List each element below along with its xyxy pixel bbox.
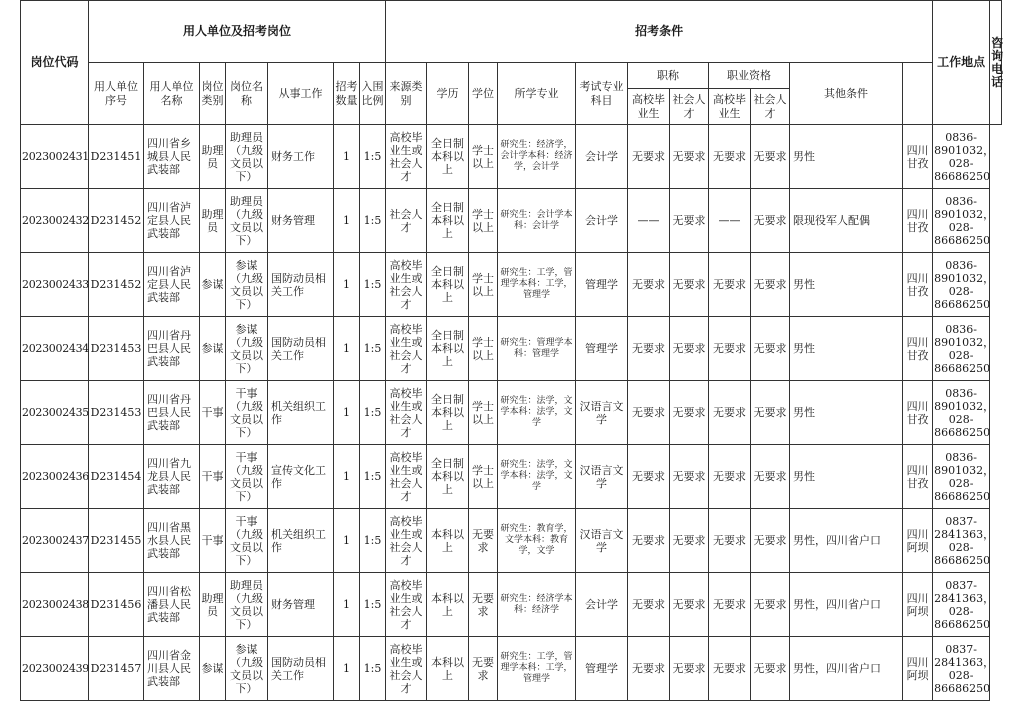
table-row (21, 253, 1002, 317)
unit-name-cell: 四川省松潘县人民武装部 (144, 573, 200, 637)
education-cell: 全日制本科以上 (427, 445, 469, 509)
degree-cell: 学士以上 (469, 253, 498, 317)
qual-social-cell: 无要求 (751, 125, 790, 189)
source-cell: 社会人才 (386, 189, 427, 253)
quota-cell: 1 (334, 573, 360, 637)
other-condition-cell: 男性 (790, 381, 903, 445)
unit-seq-cell: D231452 (89, 189, 144, 253)
unit-name-cell: 四川省金川县人民武装部 (144, 637, 200, 701)
degree-cell: 学士以上 (469, 189, 498, 253)
table-row (21, 125, 1002, 189)
education-cell: 全日制本科以上 (427, 125, 469, 189)
code-cell: 2023002437 (21, 509, 89, 573)
code-cell: 2023002432 (21, 189, 89, 253)
exam-subject-cell: 管理学 (576, 637, 628, 701)
title-graduate-cell: 无要求 (628, 637, 670, 701)
other-condition-cell: 男性 (790, 253, 903, 317)
recruitment-table (20, 0, 1002, 701)
title-graduate-cell: 无要求 (628, 125, 670, 189)
work-cell: 机关组织工作 (268, 381, 334, 445)
exam-subject-cell: 汉语言文学 (576, 445, 628, 509)
code-cell: 2023002431 (21, 125, 89, 189)
ratio-cell: 1:5 (360, 573, 386, 637)
qual-graduate-cell: 无要求 (709, 637, 751, 701)
exam-subject-cell: 会计学 (576, 125, 628, 189)
title-graduate-cell: 无要求 (628, 317, 670, 381)
location-cell: 四川阿坝 (903, 573, 933, 637)
unit-name-cell: 四川省丹巴县人民武装部 (144, 317, 200, 381)
title-graduate-cell: 无要求 (628, 509, 670, 573)
title-social-cell: 无要求 (670, 445, 709, 509)
degree-cell: 学士以上 (469, 317, 498, 381)
source-cell: 高校毕业生或社会人才 (386, 125, 427, 189)
major-cell: 研究生：法学，文学本科：法学，文学 (498, 381, 576, 445)
work-cell: 财务管理 (268, 573, 334, 637)
major-cell: 研究生：法学，文学本科：法学，文学 (498, 445, 576, 509)
position-name-cell: 干事（九级文员以下） (226, 509, 268, 573)
major-cell: 研究生：经济学，会计学本科：经济学，会计学 (498, 125, 576, 189)
unit-name-cell: 四川省黑水县人民武装部 (144, 509, 200, 573)
code-cell: 2023002433 (21, 253, 89, 317)
other-condition-cell: 男性，四川省户口 (790, 573, 903, 637)
position-name-cell: 干事（九级文员以下） (226, 381, 268, 445)
header-code: 岗位代码 (21, 1, 89, 125)
major-cell: 研究生：工学，管理学本科：工学，管理学 (498, 637, 576, 701)
major-cell: 研究生：管理学本科：管理学 (498, 317, 576, 381)
unit-name-cell: 四川省泸定县人民武装部 (144, 253, 200, 317)
quota-cell: 1 (334, 509, 360, 573)
exam-subject-cell: 管理学 (576, 317, 628, 381)
exam-subject-cell: 管理学 (576, 253, 628, 317)
other-condition-cell: 限现役军人配偶 (790, 189, 903, 253)
source-cell: 高校毕业生或社会人才 (386, 381, 427, 445)
qual-social-cell: 无要求 (751, 381, 790, 445)
table-row (21, 189, 1002, 253)
title-graduate-cell: 无要求 (628, 573, 670, 637)
exam-subject-cell: 汉语言文学 (576, 509, 628, 573)
ratio-cell: 1:5 (360, 253, 386, 317)
header-position-name: 岗位名称 (226, 63, 268, 125)
unit-seq-cell: D231457 (89, 637, 144, 701)
code-cell: 2023002439 (21, 637, 89, 701)
location-cell: 四川甘孜 (903, 125, 933, 189)
header-phone: 咨询电话 (990, 1, 1002, 125)
source-cell: 高校毕业生或社会人才 (386, 317, 427, 381)
quota-cell: 1 (334, 253, 360, 317)
location-cell: 四川甘孜 (903, 253, 933, 317)
table-row (21, 637, 1002, 701)
header-education: 学历 (427, 63, 469, 125)
major-cell: 研究生：教育学，文学本科：教育学，文学 (498, 509, 576, 573)
quota-cell: 1 (334, 189, 360, 253)
qual-social-cell: 无要求 (751, 317, 790, 381)
qual-social-cell: 无要求 (751, 573, 790, 637)
ratio-cell: 1:5 (360, 381, 386, 445)
position-name-cell: 参谋（九级文员以下） (226, 253, 268, 317)
education-cell: 全日制本科以上 (427, 381, 469, 445)
header-source: 来源类别 (386, 63, 427, 125)
header-quota: 招考数量 (334, 63, 360, 125)
table-body (21, 125, 1002, 701)
quota-cell: 1 (334, 317, 360, 381)
qual-graduate-cell: —— (709, 189, 751, 253)
title-social-cell: 无要求 (670, 125, 709, 189)
education-cell: 全日制本科以上 (427, 253, 469, 317)
qual-social-cell: 无要求 (751, 253, 790, 317)
qual-social-cell: 无要求 (751, 189, 790, 253)
header-unit-seq: 用人单位序号 (89, 63, 144, 125)
title-social-cell: 无要求 (670, 189, 709, 253)
exam-subject-cell: 汉语言文学 (576, 381, 628, 445)
education-cell: 全日制本科以上 (427, 317, 469, 381)
qual-graduate-cell: 无要求 (709, 573, 751, 637)
phone-cell: 0836-8901032，028-86686250 (933, 189, 990, 253)
header-condition-group: 招考条件 (386, 1, 933, 63)
qual-social-cell: 无要求 (751, 445, 790, 509)
education-cell: 本科以上 (427, 637, 469, 701)
exam-subject-cell: 会计学 (576, 189, 628, 253)
location-cell: 四川甘孜 (903, 189, 933, 253)
position-name-cell: 干事（九级文员以下） (226, 445, 268, 509)
qual-graduate-cell: 无要求 (709, 317, 751, 381)
title-social-cell: 无要求 (670, 637, 709, 701)
work-cell: 财务管理 (268, 189, 334, 253)
unit-seq-cell: D231454 (89, 445, 144, 509)
position-type-cell: 参谋 (200, 637, 226, 701)
work-cell: 国防动员相关工作 (268, 253, 334, 317)
work-cell: 国防动员相关工作 (268, 637, 334, 701)
position-type-cell: 助理员 (200, 125, 226, 189)
header-title-social: 社会人才 (670, 89, 709, 125)
position-name-cell: 助理员（九级文员以下） (226, 125, 268, 189)
ratio-cell: 1:5 (360, 445, 386, 509)
table-header (21, 1, 1002, 125)
table-row (21, 445, 1002, 509)
degree-cell: 学士以上 (469, 445, 498, 509)
header-unit-group: 用人单位及招考岗位 (89, 1, 386, 63)
header-major: 所学专业 (498, 63, 576, 125)
source-cell: 高校毕业生或社会人才 (386, 509, 427, 573)
position-type-cell: 干事 (200, 509, 226, 573)
work-cell: 宣传文化工作 (268, 445, 334, 509)
code-cell: 2023002438 (21, 573, 89, 637)
ratio-cell: 1:5 (360, 125, 386, 189)
header-exam-subject: 考试专业科目 (576, 63, 628, 125)
degree-cell: 学士以上 (469, 125, 498, 189)
position-type-cell: 参谋 (200, 317, 226, 381)
work-cell: 财务工作 (268, 125, 334, 189)
unit-seq-cell: D231453 (89, 317, 144, 381)
position-name-cell: 参谋（九级文员以下） (226, 317, 268, 381)
exam-subject-cell: 会计学 (576, 573, 628, 637)
header-title-group: 职称 (628, 63, 709, 89)
title-social-cell: 无要求 (670, 253, 709, 317)
location-cell: 四川甘孜 (903, 381, 933, 445)
degree-cell: 学士以上 (469, 381, 498, 445)
location-cell: 四川阿坝 (903, 637, 933, 701)
degree-cell: 无要求 (469, 509, 498, 573)
phone-cell: 0837-2841363，028-86686250 (933, 573, 990, 637)
source-cell: 高校毕业生或社会人才 (386, 253, 427, 317)
other-condition-cell: 男性 (790, 445, 903, 509)
header-ratio: 入围比例 (360, 63, 386, 125)
position-name-cell: 助理员（九级文员以下） (226, 189, 268, 253)
title-graduate-cell: 无要求 (628, 381, 670, 445)
education-cell: 本科以上 (427, 573, 469, 637)
unit-seq-cell: D231453 (89, 381, 144, 445)
other-condition-cell: 男性，四川省户口 (790, 637, 903, 701)
code-cell: 2023002434 (21, 317, 89, 381)
position-type-cell: 干事 (200, 381, 226, 445)
table-row (21, 573, 1002, 637)
unit-name-cell: 四川省丹巴县人民武装部 (144, 381, 200, 445)
title-social-cell: 无要求 (670, 317, 709, 381)
ratio-cell: 1:5 (360, 189, 386, 253)
header-position-type: 岗位类别 (200, 63, 226, 125)
header-unit-name: 用人单位名称 (144, 63, 200, 125)
location-cell: 四川阿坝 (903, 509, 933, 573)
phone-cell: 0837-2841363，028-86686250 (933, 509, 990, 573)
phone-cell: 0836-8901032，028-86686250 (933, 445, 990, 509)
position-name-cell: 参谋（九级文员以下） (226, 637, 268, 701)
header-qual-graduate: 高校毕业生 (709, 89, 751, 125)
title-social-cell: 无要求 (670, 573, 709, 637)
header-work: 从事工作 (268, 63, 334, 125)
major-cell: 研究生：工学，管理学本科：工学，管理学 (498, 253, 576, 317)
ratio-cell: 1:5 (360, 509, 386, 573)
position-type-cell: 助理员 (200, 573, 226, 637)
location-cell: 四川甘孜 (903, 317, 933, 381)
source-cell: 高校毕业生或社会人才 (386, 445, 427, 509)
qual-graduate-cell: 无要求 (709, 509, 751, 573)
header-qualification-group: 职业资格 (709, 63, 790, 89)
code-cell: 2023002435 (21, 381, 89, 445)
other-condition-cell: 男性 (790, 317, 903, 381)
quota-cell: 1 (334, 637, 360, 701)
title-social-cell: 无要求 (670, 381, 709, 445)
table-row (21, 509, 1002, 573)
source-cell: 高校毕业生或社会人才 (386, 573, 427, 637)
title-social-cell: 无要求 (670, 509, 709, 573)
title-graduate-cell: 无要求 (628, 253, 670, 317)
other-condition-cell: 男性，四川省户口 (790, 509, 903, 573)
qual-social-cell: 无要求 (751, 509, 790, 573)
ratio-cell: 1:5 (360, 317, 386, 381)
education-cell: 本科以上 (427, 509, 469, 573)
degree-cell: 无要求 (469, 573, 498, 637)
unit-name-cell: 四川省泸定县人民武装部 (144, 189, 200, 253)
header-degree: 学位 (469, 63, 498, 125)
table-row (21, 317, 1002, 381)
qual-graduate-cell: 无要求 (709, 253, 751, 317)
phone-cell: 0836-8901032，028-86686250 (933, 253, 990, 317)
header-location: 工作地点 (933, 1, 990, 125)
unit-seq-cell: D231455 (89, 509, 144, 573)
qual-graduate-cell: 无要求 (709, 381, 751, 445)
ratio-cell: 1:5 (360, 637, 386, 701)
unit-name-cell: 四川省九龙县人民武装部 (144, 445, 200, 509)
unit-seq-cell: D231456 (89, 573, 144, 637)
phone-cell: 0837-2841363，028-86686250 (933, 637, 990, 701)
header-title-graduate: 高校毕业生 (628, 89, 670, 125)
position-type-cell: 助理员 (200, 189, 226, 253)
major-cell: 研究生：会计学本科：会计学 (498, 189, 576, 253)
position-name-cell: 助理员（九级文员以下） (226, 573, 268, 637)
quota-cell: 1 (334, 125, 360, 189)
qual-graduate-cell: 无要求 (709, 125, 751, 189)
phone-cell: 0836-8901032，028-86686250 (933, 317, 990, 381)
other-condition-cell: 男性 (790, 125, 903, 189)
unit-seq-cell: D231452 (89, 253, 144, 317)
major-cell: 研究生：经济学本科：经济学 (498, 573, 576, 637)
unit-seq-cell: D231451 (89, 125, 144, 189)
work-cell: 机关组织工作 (268, 509, 334, 573)
code-cell: 2023002436 (21, 445, 89, 509)
header-other: 其他条件 (790, 63, 903, 125)
header-qual-social: 社会人才 (751, 89, 790, 125)
phone-cell: 0836-8901032，028-86686250 (933, 381, 990, 445)
table-row (21, 381, 1002, 445)
position-type-cell: 参谋 (200, 253, 226, 317)
quota-cell: 1 (334, 445, 360, 509)
qual-graduate-cell: 无要求 (709, 445, 751, 509)
work-cell: 国防动员相关工作 (268, 317, 334, 381)
degree-cell: 无要求 (469, 637, 498, 701)
location-cell: 四川甘孜 (903, 445, 933, 509)
education-cell: 全日制本科以上 (427, 189, 469, 253)
title-graduate-cell: —— (628, 189, 670, 253)
source-cell: 高校毕业生或社会人才 (386, 637, 427, 701)
title-graduate-cell: 无要求 (628, 445, 670, 509)
qual-social-cell: 无要求 (751, 637, 790, 701)
unit-name-cell: 四川省乡城县人民武装部 (144, 125, 200, 189)
phone-cell: 0836-8901032，028-86686250 (933, 125, 990, 189)
quota-cell: 1 (334, 381, 360, 445)
position-type-cell: 干事 (200, 445, 226, 509)
